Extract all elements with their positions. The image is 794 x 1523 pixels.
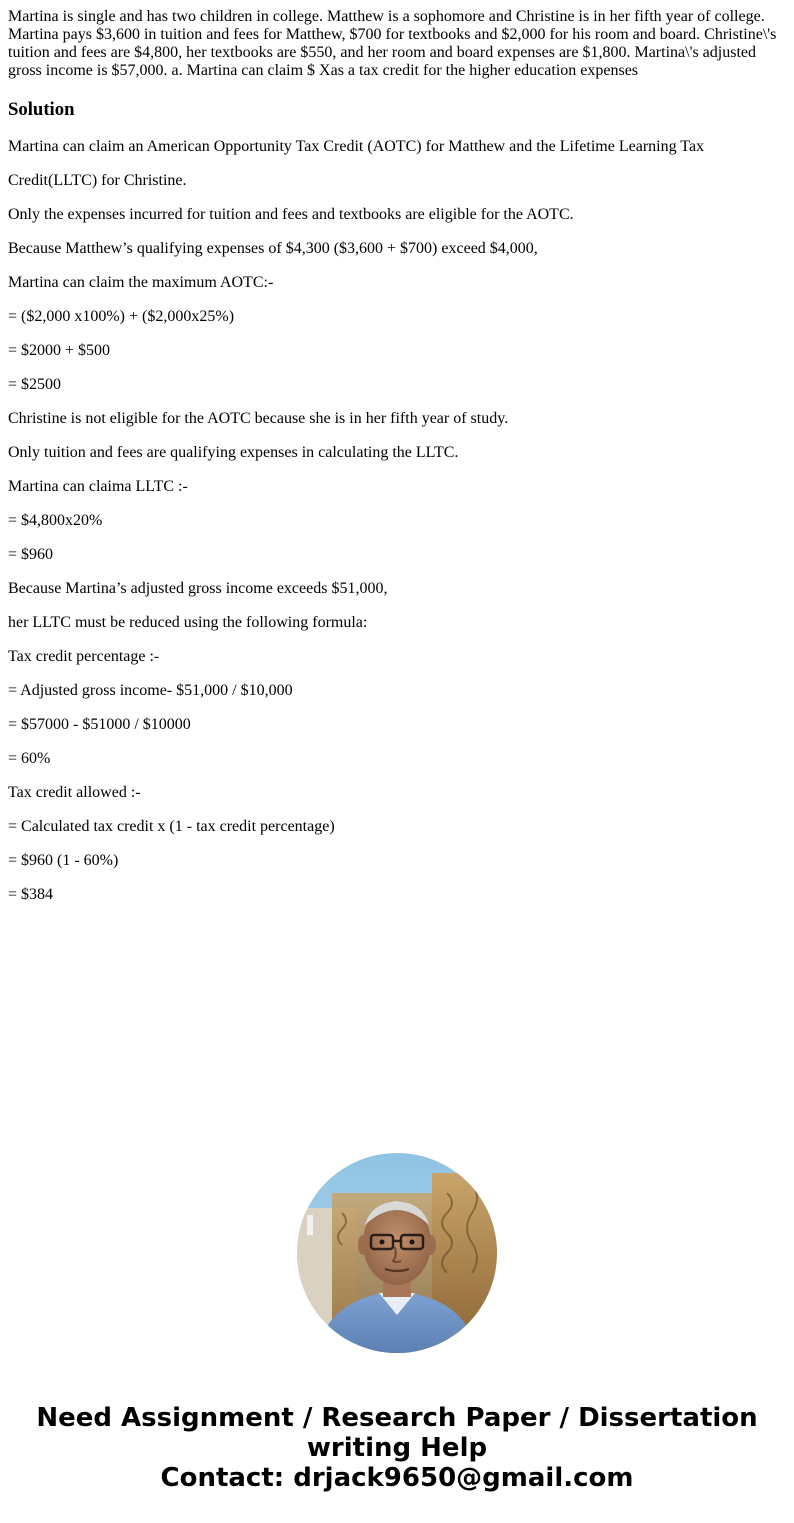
promo-contact: Contact: drjack9650@gmail.com [160,1463,634,1493]
solution-line: Martina can claima LLTC :- [8,478,188,495]
solution-line: = $2500 [8,376,62,393]
solution-line: Tax credit allowed :- [8,784,141,801]
solution-line: = 60% [8,750,51,767]
solution-line: = Calculated tax credit x (1 - tax credit percentage) [8,818,335,835]
solution-line: Because Matthew’s qualifying expenses of $4,300 ($3,600 + $700) exceed $4,000, [8,240,538,257]
solution-line: Credit(LLTC) for Christine. [8,172,187,189]
solution-line: her LLTC must be reduced using the following formula: [8,614,368,631]
solution-line: Only the expenses incurred for tuition and fees and textbooks are eligible for the AOTC. [8,206,574,223]
promo-line-2: writing Help [306,1433,488,1463]
promo-line-1: Need Assignment / Research Paper / Dissertation [36,1403,758,1433]
solution-line: = $4,800x20% [8,512,103,529]
solution-line: = $960 [8,546,54,563]
promo-banner [0,1403,794,1493]
solution-line: Only tuition and fees are qualifying expenses in calculating the LLTC. [8,444,459,461]
solution-line: Tax credit percentage :- [8,648,160,665]
solution-heading: Solution [8,99,75,120]
author-portrait-image [297,1153,497,1353]
solution-line: = Adjusted gross income- $51,000 / $10,000 [8,682,293,699]
solution-line: = $2000 + $500 [8,342,111,359]
solution-line: Martina can claim an American Opportunity Tax Credit (AOTC) for Matthew and the Lifetime Learning Tax [8,138,705,155]
question-text: Martina is single and has two children in college. Matthew is a sophomore and Christine is in her fifth year of college. Martina pays $3,600 in tuition and fees for Matthew, $700 for textbooks and $2,000 for his room and board. Christine\'s tuition and fees are $4,800, her textbooks are $550, and her room and board expenses are $1,800. Martina\'s adjusted gross income is $57,000. a. Martina can claim $ Xas a tax credit for the higher education expenses [8,8,777,79]
solution-line: = $960 (1 - 60%) [8,852,119,869]
solution-line: = ($2,000 x100%) + ($2,000x25%) [8,308,235,325]
solution-line: Martina can claim the maximum AOTC:- [8,274,274,291]
solution-body [8,137,786,919]
author-avatar [297,1153,497,1353]
solution-line: = $384 [8,886,54,903]
solution-line: Because Martina’s adjusted gross income exceeds $51,000, [8,580,388,597]
solution-line: Christine is not eligible for the AOTC because she is in her fifth year of study. [8,410,509,427]
solution-line: = $57000 - $51000 / $10000 [8,716,191,733]
